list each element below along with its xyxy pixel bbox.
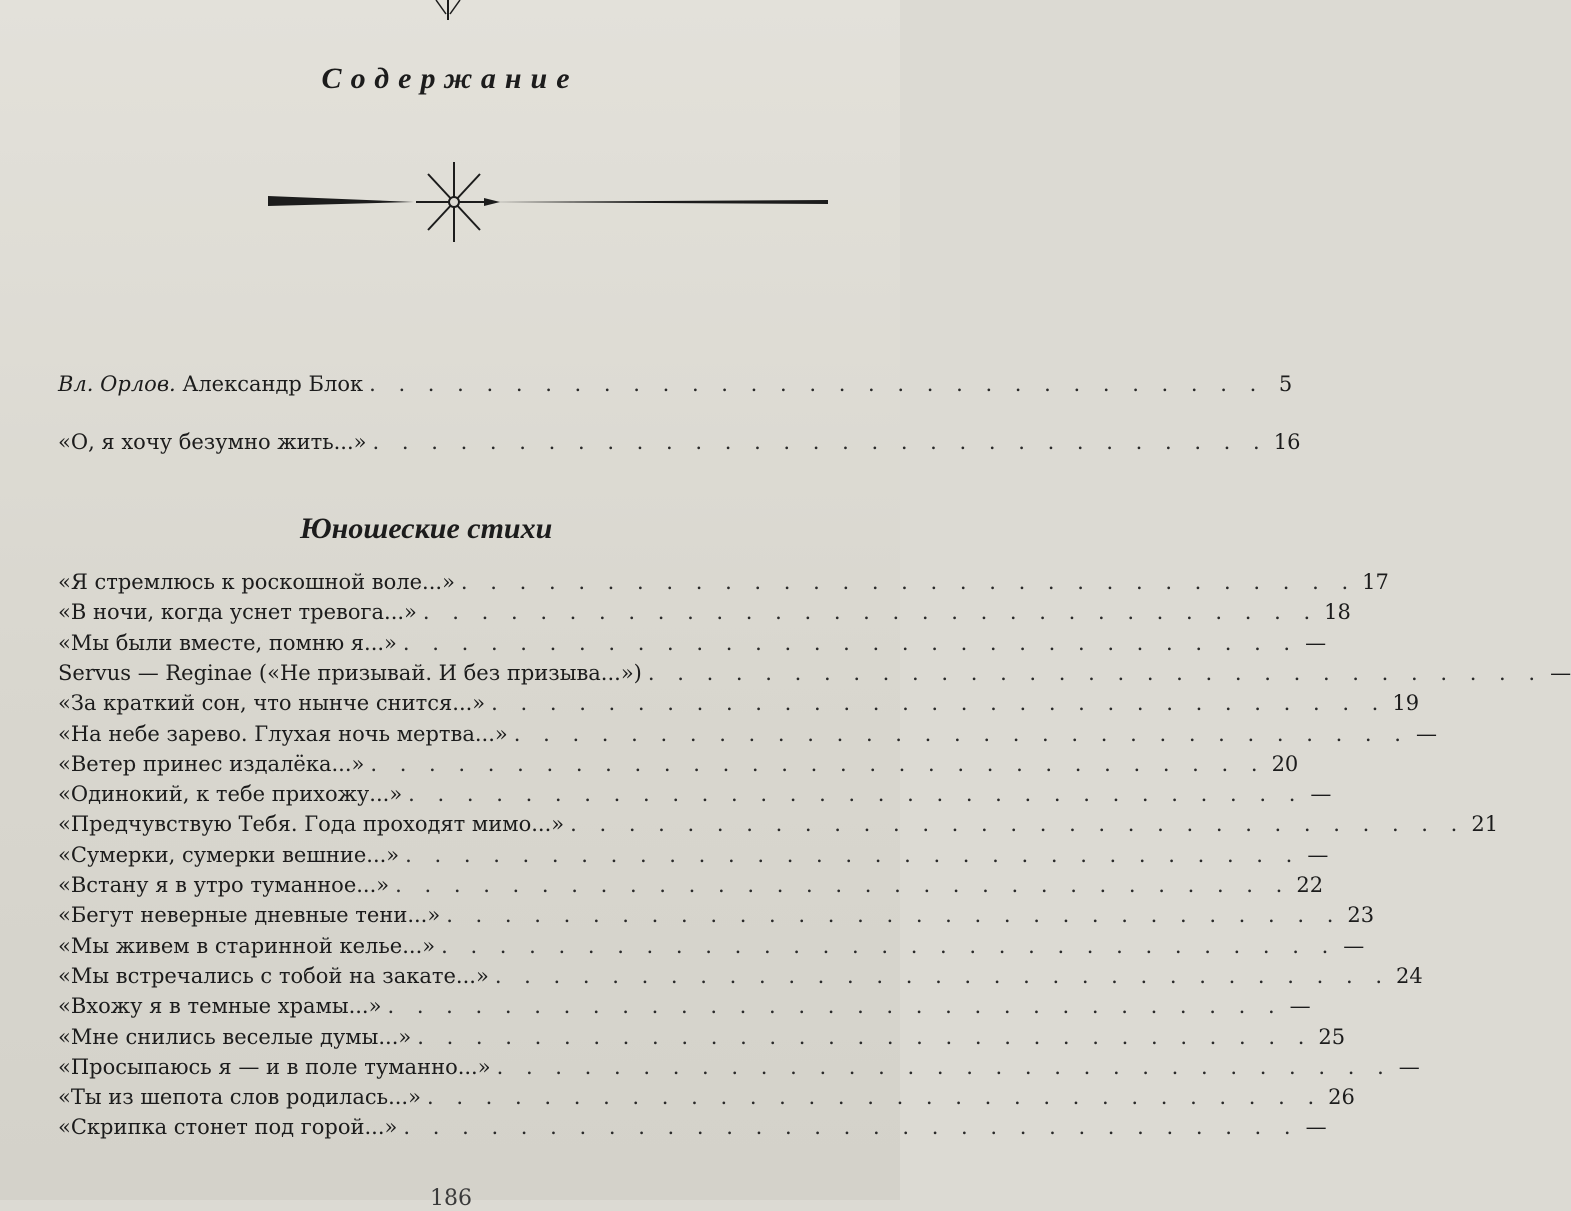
entry-title: «Сумерки, сумерки вешние...» <box>58 842 400 867</box>
entry-title: «Предчувствую Тебя. Года проходят мимо...» <box>58 812 565 837</box>
entry-page: — <box>1305 630 1327 655</box>
toc-entry <box>58 873 1324 903</box>
entry-page: 18 <box>1324 600 1351 625</box>
toc-entry <box>58 842 1329 873</box>
leader-dots: . . . . . . . . . . . . . . . . . . . . . . . . . . . . . . . <box>369 372 1265 396</box>
leader-dots: . . . . . . . . . . . . . . . . . . . . . . . . . . . . . . . <box>570 812 1466 837</box>
toc-entry <box>58 782 1332 812</box>
entry-page: 19 <box>1392 691 1420 716</box>
toc-entry <box>58 630 1327 661</box>
toc-entry <box>58 903 1375 933</box>
entry-page: — <box>1305 1115 1327 1140</box>
entry-page: — <box>1398 1054 1420 1079</box>
contents-title: Содержание <box>321 62 579 95</box>
entry-title: «Бегут неверные дневные тени...» <box>58 903 441 928</box>
entry-page: 22 <box>1296 873 1324 897</box>
entry-title: «На небе зарево. Глухая ночь мертва...» <box>58 721 508 746</box>
entry-title: «Скрипка стонет под горой...» <box>58 1115 398 1140</box>
toc-entry <box>58 994 1311 1024</box>
entry-author: Вл. Орлов. <box>58 372 176 396</box>
entry-title: Александр Блок <box>182 372 364 396</box>
entry-page: 26 <box>1328 1085 1355 1110</box>
entry-page: — <box>1289 994 1311 1019</box>
leader-dots: . . . . . . . . . . . . . . . . . . . . . . . . . . . . . . . <box>491 691 1387 716</box>
leader-dots: . . . . . . . . . . . . . . . . . . . . . . . . . . . . . . . <box>405 842 1301 867</box>
ornamental-divider <box>268 162 828 242</box>
entry-page: 21 <box>1471 812 1499 837</box>
entry-page: — <box>1415 721 1437 746</box>
toc-entry-intro-article <box>58 372 1293 402</box>
entry-page: 20 <box>1271 751 1299 776</box>
leader-dots: . . . . . . . . . . . . . . . . . . . . . . . . . . . . . . . <box>417 1024 1313 1049</box>
toc-entry <box>58 600 1351 630</box>
toc-entry <box>58 751 1299 782</box>
toc-entry-intro-poem <box>58 430 1301 460</box>
entry-page: 17 <box>1362 570 1389 594</box>
entry-title: «Мы были вместе, помню я...» <box>58 630 397 655</box>
entry-page: 5 <box>1278 372 1293 396</box>
entry-page: — <box>1307 842 1329 867</box>
entry-title: «Мы живем в старинной келье...» <box>58 933 436 958</box>
toc-entry <box>58 691 1420 721</box>
entry-title: «Одинокий, к тебе прихожу...» <box>58 782 403 807</box>
leader-dots: . . . . . . . . . . . . . . . . . . . . . . . . . . . . . . . <box>370 751 1266 776</box>
entry-title: «Ты из шепота слов родилась...» <box>58 1085 421 1110</box>
leader-dots: . . . . . . . . . . . . . . . . . . . . . . . . . . . . . . . <box>441 933 1337 958</box>
toc-entry <box>58 933 1365 964</box>
leader-dots: . . . . . . . . . . . . . . . . . . . . . . . . . . . . . . . <box>446 903 1342 928</box>
entry-title: «Вхожу я в темные храмы...» <box>58 994 382 1019</box>
section-heading: Юношеские стихи <box>300 512 553 545</box>
leader-dots: . . . . . . . . . . . . . . . . . . . . . . . . . . . . . . . <box>408 782 1304 807</box>
leader-dots: . . . . . . . . . . . . . . . . . . . . . . . . . . . . . . . <box>513 721 1409 746</box>
leader-dots: . . . . . . . . . . . . . . . . . . . . . . . . . . . . . . . <box>460 570 1357 594</box>
toc-entry <box>58 963 1423 994</box>
toc-entry <box>58 570 1389 600</box>
entry-title: «Встану я в утро туманное...» <box>58 873 390 897</box>
toc-entry <box>58 660 1571 691</box>
entry-title: «Я стремлюсь к роскошной воле...» <box>58 570 455 594</box>
entry-page: — <box>1310 782 1332 807</box>
leader-dots: . . . . . . . . . . . . . . . . . . . . . . . . . . . . . . . <box>387 994 1283 1019</box>
entry-page: — <box>1343 933 1365 958</box>
entry-page: 24 <box>1396 963 1423 988</box>
entry-title: «За краткий сон, что нынче снится...» <box>58 691 486 716</box>
toc-entry <box>58 721 1437 752</box>
entry-title: «Просыпаюсь я — и в поле туманно...» <box>58 1054 491 1079</box>
entry-title: «Мне снились веселые думы...» <box>58 1024 412 1049</box>
leader-dots: . . . . . . . . . . . . . . . . . . . . . . . . . . . . . . . <box>372 430 1268 454</box>
toc-entry <box>58 1085 1355 1115</box>
entry-title: Servus — Reginae («Не призывай. И без призыва...») <box>58 660 642 685</box>
entry-title: «Ветер принес издалёка...» <box>58 751 365 776</box>
entry-page: 23 <box>1347 903 1375 928</box>
leader-dots: . . . . . . . . . . . . . . . . . . . . . . . . . . . . . . . <box>496 1054 1392 1079</box>
toc-entry <box>58 812 1499 842</box>
toc-entry <box>58 1054 1420 1085</box>
toc-entry <box>58 1115 1327 1145</box>
leader-dots: . . . . . . . . . . . . . . . . . . . . . . . . . . . . . . . <box>647 660 1544 685</box>
entry-page: 25 <box>1318 1024 1346 1049</box>
entry-title: «Мы встречались с тобой на закате...» <box>58 963 489 988</box>
leader-dots: . . . . . . . . . . . . . . . . . . . . . . . . . . . . . . . <box>426 1085 1323 1110</box>
page-number: 186 <box>430 1186 472 1211</box>
top-ornament <box>418 0 478 22</box>
entry-page: 16 <box>1273 430 1301 454</box>
leader-dots: . . . . . . . . . . . . . . . . . . . . . . . . . . . . . . . <box>494 963 1391 988</box>
leader-dots: . . . . . . . . . . . . . . . . . . . . . . . . . . . . . . . <box>395 873 1291 897</box>
leader-dots: . . . . . . . . . . . . . . . . . . . . . . . . . . . . . . . <box>402 630 1299 655</box>
toc-entry <box>58 1024 1346 1055</box>
entry-page: — <box>1550 660 1571 685</box>
leader-dots: . . . . . . . . . . . . . . . . . . . . . . . . . . . . . . . <box>422 600 1319 625</box>
entry-title: «В ночи, когда уснет тревога...» <box>58 600 417 625</box>
leader-dots: . . . . . . . . . . . . . . . . . . . . . . . . . . . . . . . <box>403 1115 1299 1140</box>
entry-title: «О, я хочу безумно жить...» <box>58 430 367 454</box>
